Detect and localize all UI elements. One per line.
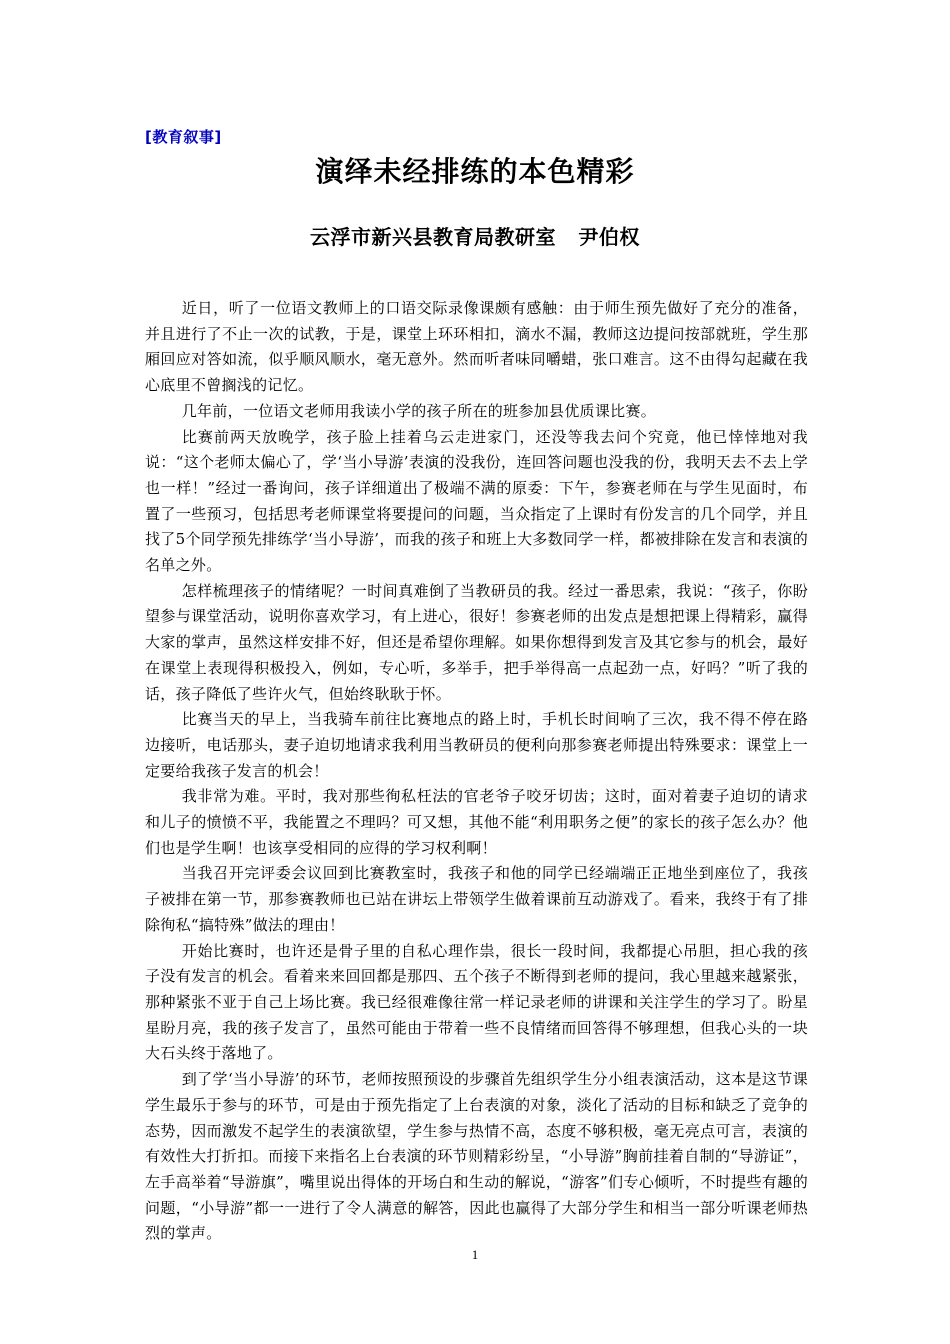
paragraph-4: 怎样梳理孩子的情绪呢？一时间真难倒了当教研员的我。经过一番思索，我说：“孩子，你盼望参与课堂活动，说明你喜欢学习，有上进心，很好！参赛老师的出发点是想把课上得精彩，赢得大家的掌声，虽然这样安排不好，但还是希望你理解。如果你想得到发言及其它参与的机会，最好在课堂上表现得积极投入，例如，专心听，多举手，把手举得高一点起劲一点，好吗？”听了我的话，孩子降低了些许火气，但始终耿耿于怀。 [145,581,808,703]
page-number: 1 [471,1247,479,1262]
paragraph-8: 开始比赛时，也许还是骨子里的自私心理作祟，很长一段时间，我都提心吊胆，担心我的孩子没有发言的机会。看着来来回回都是那四、五个孩子不断得到老师的提问，我心里越来越紧张，那种紧张不亚于自己上场比赛。我已经很难像往常一样记录老师的讲课和关注学生的学习了。盼星星盼月亮，我的孩子发言了，虽然可能由于带着一些不良情绪而回答得不够理想，但我心头的一块大石头终于落地了。 [145,941,808,1063]
paragraph-3: 比赛前两天放晚学，孩子脸上挂着乌云走进家门，还没等我去问个究竟，他已悻悻地对我说：“这个老师太偏心了，学‘当小导游’表演的没我份，连回答问题也没我的份，我明天去不去上学也一样！”经过一番询问，孩子详细道出了极端不满的原委：下午，参赛老师在与学生见面时，布置了一些预习，包括思考老师课堂将要提问的问题，当众指定了上课时有份发言的几个同学，并且找了5个同学预先排练学‘当小导游’，而我的孩子和班上大多数同学一样，都被排除在发言和表演的名单之外。 [145,427,808,575]
article-title: 演绎未经排练的本色精彩 [315,155,635,188]
paragraph-6: 我非常为难。平时，我对那些徇私枉法的官老爷子咬牙切齿；这时，面对着妻子迫切的请求和儿子的愤愤不平，我能置之不理吗？可又想，其他不能“利用职务之便”的家长的孩子怎么办？他们也是学生啊！也该享受相同的应得的学习权利啊！ [145,787,808,857]
category-tag: [教育叙事] [145,128,222,146]
paragraph-7: 当我召开完评委会议回到比赛教室时，我孩子和他的同学已经端端正正地坐到座位了，我孩子被排在第一节，那参赛教师也已站在讲坛上带领学生做着课前互动游戏了。看来，我终于有了排除徇私“搞特殊”做法的理由！ [145,864,808,934]
paragraph-2: 几年前，一位语文老师用我读小学的孩子所在的班参加县优质课比赛。 [181,401,657,420]
paragraph-9: 到了学‘当小导游’的环节，老师按照预设的步骤首先组织学生分小组表演活动，这本是这节课学生最乐于参与的环节，可是由于预先指定了上台表演的对象，淡化了活动的目标和缺乏了竞争的态势，因而激发不起学生的表演欲望，学生参与热情不高，态度不够积极，毫无亮点可言，表演的有效性大打折扣。而接下来指名上台表演的环节则精彩纷呈，“小导游”胸前挂着自制的“导游证”，左手高举着“导游旗”，嘴里说出得体的开场白和生动的解说，“游客”们专心倾听，不时提些有趣的问题，“小导游”都一一进行了令人满意的解答，因此也赢得了大部分学生和相当一部分听课老师热烈的掌声。 [145,1070,808,1243]
paragraph-1: 近日，听了一位语文教师上的口语交际录像课颇有感触：由于师生预先做好了充分的准备，并且进行了不止一次的试教，于是，课堂上环环相扣，滴水不漏，教师这边提问按部就班，学生那厢回应对答如流，似乎顺风顺水，毫无意外。然而听者味同嚼蜡，张口难言。这不由得勾起藏在我心底里不曾搁浅的记忆。 [145,299,808,395]
paragraph-5: 比赛当天的早上，当我骑车前往比赛地点的路上时，手机长时间响了三次，我不得不停在路边接听，电话那头，妻子迫切地请求我利用当教研员的便利向那参赛老师提出特殊要求：课堂上一定要给我孩子发言的机会！ [145,710,808,780]
article-body [145,296,808,1247]
author-line: 云浮市新兴县教育局教研室 尹伯权 [310,225,640,249]
